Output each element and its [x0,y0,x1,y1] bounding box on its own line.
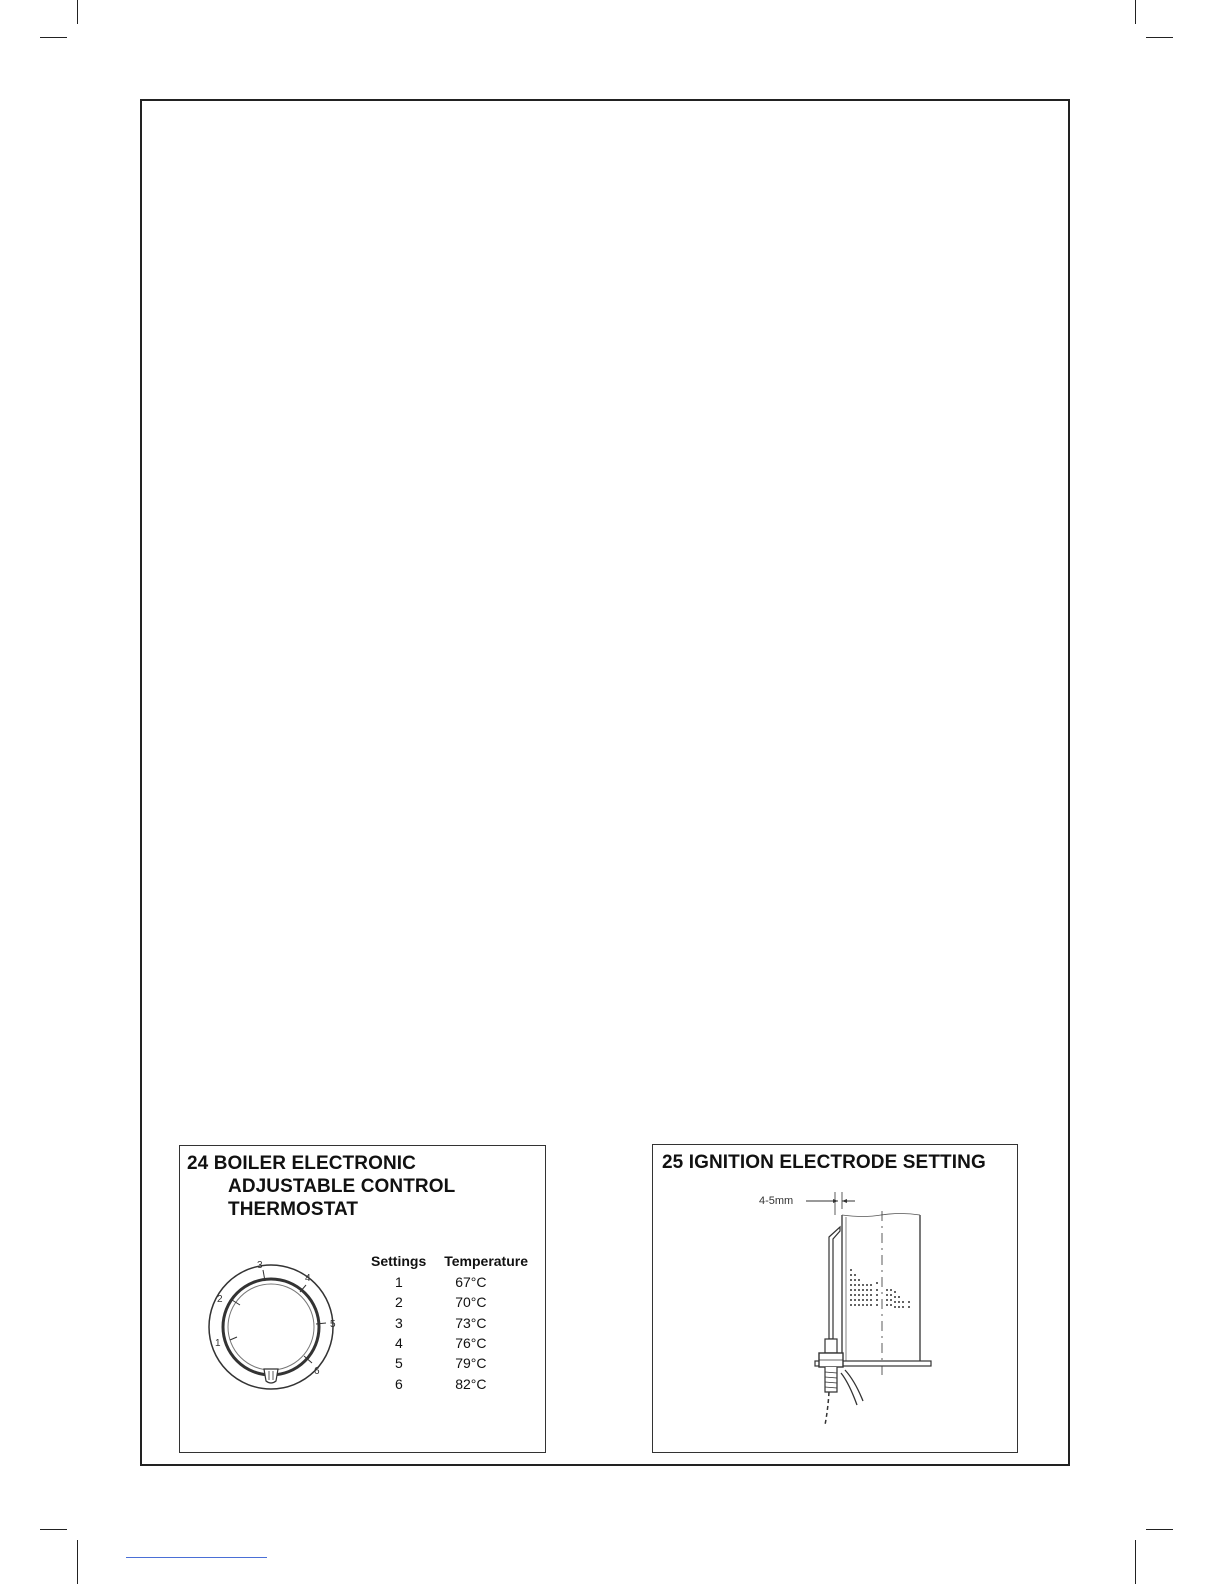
temperature-header: Temperature [444,1253,529,1269]
dial-mark-1: 1 [215,1338,221,1349]
dial-tick-marks [230,1270,326,1363]
figure-25-panel [652,1144,1018,1453]
table-row [371,1292,528,1312]
crop-mark-bottom-left-vertical [77,1540,78,1584]
crop-mark-top-left-vertical [77,0,78,24]
electrode-lead [825,1392,829,1425]
figure-25-title: 25 IGNITION ELECTRODE SETTING [662,1152,986,1173]
temperature-value: 79°C [455,1355,487,1372]
dial-inner-face [228,1284,314,1370]
crop-mark-bottom-right-horizontal [1146,1529,1173,1530]
ht-cable [841,1370,863,1405]
table-row [371,1353,528,1373]
dial-mark-5: 5 [330,1319,336,1330]
figure-24-title-line-3: THERMOSTAT [228,1199,359,1220]
footer-rule [126,1557,267,1558]
figure-24-title [187,1152,455,1221]
table-row [371,1333,528,1353]
temperature-value: 70°C [455,1294,487,1311]
electrode-insulator [825,1339,837,1353]
setting-value: 6 [395,1375,403,1392]
settings-header: Settings [371,1253,427,1269]
table-row [371,1313,528,1333]
crop-mark-bottom-right-vertical [1135,1540,1136,1584]
temperature-value: 76°C [455,1335,487,1352]
figure-24-title-line-2: ADJUSTABLE CONTROL [228,1176,456,1197]
crop-mark-top-right-vertical [1135,0,1136,24]
table-row [371,1373,528,1393]
setting-value: 4 [395,1335,403,1352]
settings-temperature-table [371,1253,528,1394]
setting-value: 3 [395,1314,403,1331]
figure-24-panel [179,1145,546,1453]
crop-mark-top-left-horizontal [40,37,67,38]
table-row [371,1272,528,1292]
dial-mark-6: 6 [314,1366,320,1377]
crop-mark-top-right-horizontal [1146,37,1173,38]
setting-value: 2 [395,1294,403,1311]
setting-value: 5 [395,1355,403,1372]
burner-flame-ports [850,1269,910,1308]
crop-mark-bottom-left-horizontal [40,1529,67,1530]
dial-mark-2: 2 [217,1294,223,1305]
dial-pointer [264,1369,278,1383]
dial-bezel [223,1279,319,1375]
dial-mark-4: 4 [305,1273,311,1284]
temperature-value: 67°C [455,1274,487,1291]
thermostat-dial-illustration [206,1250,356,1400]
dial-mark-3: 3 [257,1260,263,1271]
temperature-value: 82°C [455,1375,487,1392]
electrode-rod [829,1227,840,1339]
setting-value: 1 [395,1274,403,1291]
figure-24-title-line-1: 24 BOILER ELECTRONIC [187,1153,416,1174]
ignition-electrode-illustration [749,1187,939,1437]
gap-dimension-label: 4-5mm [759,1195,794,1207]
temperature-value: 73°C [455,1314,487,1331]
